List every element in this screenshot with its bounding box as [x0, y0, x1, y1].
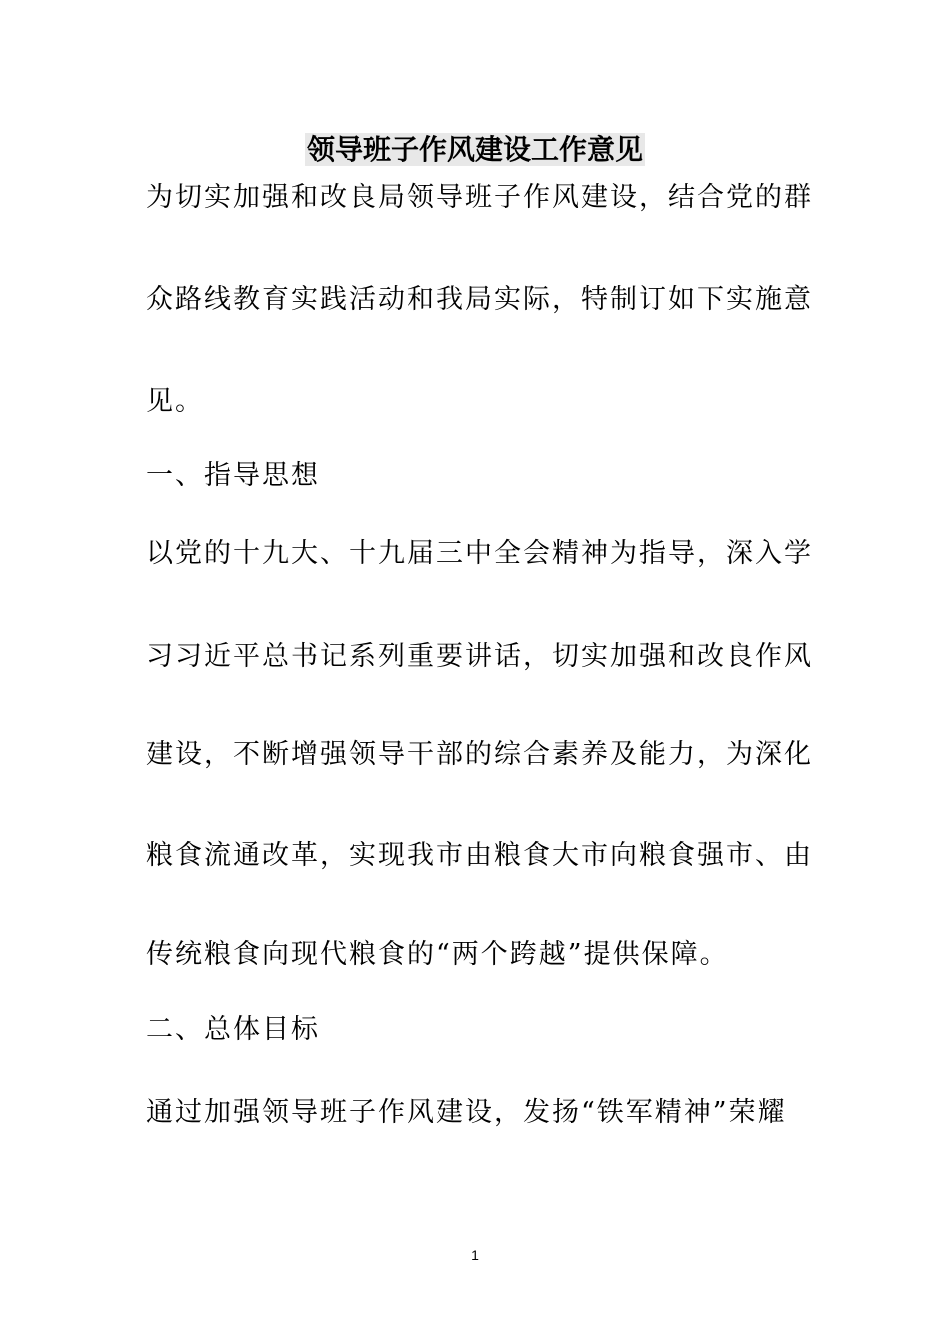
paragraph-line-7: 粮食流通改革，实现我市由粮食大市向粮食强市、由: [146, 840, 813, 871]
paragraph-line-8: 传统粮食向现代粮食的“两个跨越”提供保障。: [146, 939, 729, 970]
paragraph-line-2: 众路线教育实践活动和我局实际，特制订如下实施意: [146, 284, 813, 315]
paragraph-line-6: 建设，不断增强领导干部的综合素养及能力，为深化: [146, 739, 813, 770]
paragraph-line-4: 以党的十九大、十九届三中全会精神为指导，深入学: [146, 538, 813, 569]
paragraph-line-5: 习习近平总书记系列重要讲话，切实加强和改良作风: [146, 641, 813, 672]
paragraph-line-1: 为切实加强和改良局领导班子作风建设，结合党的群: [146, 182, 813, 213]
document-title: [0, 130, 950, 170]
section-heading-2: 二、总体目标: [146, 1014, 320, 1045]
page-number: 1: [471, 1247, 479, 1263]
paragraph-line-9: 通过加强领导班子作风建设，发扬“铁军精神”荣耀: [146, 1097, 787, 1128]
document-title-text: 领导班子作风建设工作意见: [306, 133, 643, 166]
section-heading-1: 一、指导思想: [146, 460, 320, 491]
paragraph-line-3: 见。: [146, 386, 204, 417]
